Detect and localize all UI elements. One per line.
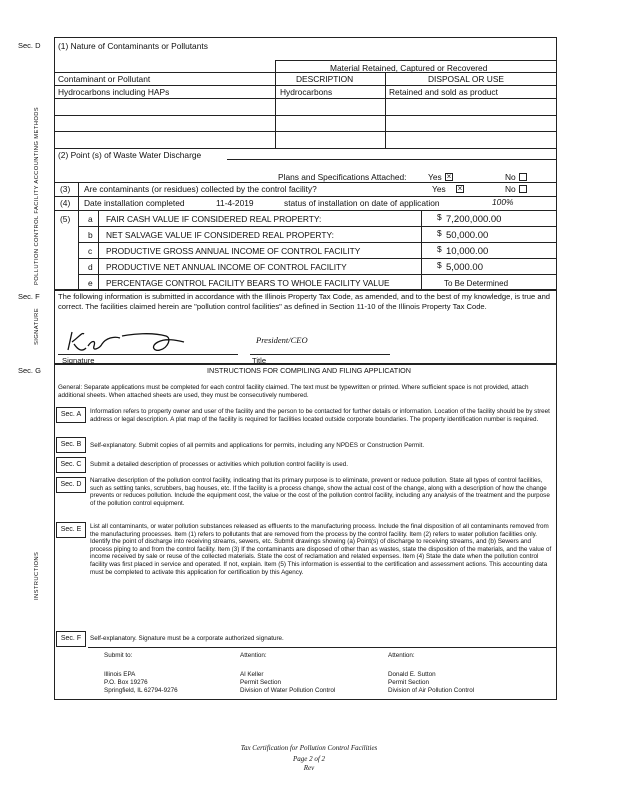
sec-b-text: Self-explanatory. Submit copies of all permits and applications for permits, including any NPDES or Construction Permit.: [90, 442, 425, 449]
value-e-label: PERCENTAGE CONTROL FACILITY BEARS TO WHOLE FACILITY VALUE: [106, 278, 390, 288]
value-b-label: NET SALVAGE VALUE IF CONSIDERED REAL PROPERTY:: [106, 230, 334, 240]
q3-num: (3): [60, 184, 71, 194]
value-b-amount: 50,000.00: [446, 230, 489, 241]
attn1-line-1: Al Keller: [240, 671, 264, 678]
value-c-label: PRODUCTIVE GROSS ANNUAL INCOME OF CONTROL FACILITY: [106, 246, 361, 256]
q3-no-label: No: [505, 184, 516, 194]
q4-date: 11-4-2019: [216, 198, 254, 208]
item1-title: (1) Nature of Contaminants or Pollutants: [58, 41, 208, 51]
attn2-line-2: Permit Section: [388, 679, 429, 686]
address-line-1: Illinois EPA: [104, 671, 136, 678]
divider: [78, 242, 557, 243]
q3-text: Are contaminants (or residues) collected by the control facility?: [84, 184, 317, 194]
sec-g-general: General: Separate applications must be completed for each control facility claimed. The text must be typewritten or printed. Where sufficient space is not provided, attach additional sheets. When attached sheets are used, they must be consecutively numbered.: [58, 384, 529, 399]
divider: [54, 148, 557, 149]
sec-e-text: List all contaminants, or water pollution substances released as effluents to the manufacturing process. Include the final disposition of all contaminants removed from the manufacturing processes. Item (1) refers to pollutants that are removed from the process by the control facility. Item (2) refers to water pollution facilities only. Identify the point of discharge into receiving streams, sewers, etc. Submit drawings showing (a) Point(s) of discharge to receiving streams, and (b) Sewers and process piping to and from the control facility. Item (3) If the contaminants are disposed of other than as wastes, state the disposition of the materials, and the value of income received by sale or reuse of the collected materials. State the cost of reclamation and related expenses. Item (4) State the date when the pollution control facility was first placed in service and operated. If not, explain. Item (5) This information is essential to the certification and assessment actions. This accounting data must be completed to activate this application for certification by this Agency.: [90, 523, 552, 576]
sec-b-tag: Sec. B: [56, 437, 86, 453]
footer-rev: Rev: [303, 764, 315, 772]
attn1-line-3: Division of Water Pollution Control: [240, 687, 336, 694]
material-header: Material Retained, Captured or Recovered: [330, 63, 488, 73]
q4-num: (4): [60, 198, 71, 208]
dollar-sign: $: [437, 260, 442, 270]
col-disposal: DISPOSAL OR USE: [428, 74, 505, 84]
value-d-letter: d: [88, 262, 93, 272]
divider: [385, 72, 386, 148]
sec-f-instr-text: Self-explanatory. Signature must be a corporate authorized signature.: [90, 635, 284, 642]
divider: [78, 226, 557, 227]
row1-description: Hydrocarbons: [280, 87, 333, 97]
q4-status: status of installation on date of application: [284, 198, 440, 208]
divider: [54, 85, 557, 86]
attn2-line-1: Donald E. Sutton: [388, 671, 436, 678]
attn1-line-2: Permit Section: [240, 679, 281, 686]
signature-label: Signature: [62, 356, 95, 365]
plans-yes-label: Yes: [428, 172, 442, 182]
q5-num: (5): [60, 214, 71, 224]
sec-g-heading: INSTRUCTIONS FOR COMPILING AND FILING APPLICATION: [207, 366, 411, 375]
sec-c-text: Submit a detailed description of processes or activities which pollution control facility is used.: [90, 461, 348, 468]
divider: [54, 210, 557, 211]
divider: [54, 182, 557, 183]
attention2-label: Attention:: [388, 652, 415, 659]
value-d-amount: 5,000.00: [446, 262, 483, 273]
title-line: [250, 354, 390, 355]
divider: [54, 115, 557, 116]
divider: [78, 274, 557, 275]
value-e-amount: To Be Determined: [444, 279, 509, 288]
divider: [78, 258, 557, 259]
value-c-amount: 10,000.00: [446, 246, 489, 257]
signature-line: [58, 354, 238, 355]
value-a-amount: 7,200,000.00: [446, 214, 502, 225]
value-e-letter: e: [88, 278, 93, 288]
address-line-3: Springfield, IL 62794-9276: [104, 687, 178, 694]
value-a-letter: a: [88, 214, 93, 224]
sec-d-tag: Sec. D: [56, 477, 86, 493]
plans-no-label: No: [505, 172, 516, 182]
signature-image: [62, 328, 192, 356]
sec-d-label: Sec. D: [18, 41, 41, 50]
dollar-sign: $: [437, 244, 442, 254]
divider: [88, 647, 557, 648]
attention1-label: Attention:: [240, 652, 267, 659]
sec-c-tag: Sec. C: [56, 457, 86, 473]
divider: [54, 72, 557, 73]
value-c-letter: c: [88, 246, 93, 256]
sec-a-tag: Sec. A: [56, 407, 86, 423]
sec-e-tag: Sec. E: [56, 522, 86, 538]
dollar-sign: $: [437, 212, 442, 222]
plans-label: Plans and Specifications Attached:: [278, 172, 407, 182]
footer-page: Page 2 of 2: [292, 755, 326, 763]
q3-no-checkbox[interactable]: [519, 185, 527, 193]
q3-yes-checkbox[interactable]: ×: [457, 184, 463, 193]
sec-g-side-label: INSTRUCTIONS: [34, 551, 40, 600]
divider: [275, 60, 276, 148]
attn2-line-3: Division of Air Pollution Control: [388, 687, 475, 694]
plans-yes-checkbox[interactable]: ×: [446, 172, 452, 181]
q3-yes-label: Yes: [432, 184, 446, 194]
item2-title: (2) Point (s) of Waste Water Discharge: [58, 150, 202, 160]
col-description: DESCRIPTION: [296, 74, 354, 84]
q4-pct: 100%: [492, 197, 514, 207]
divider: [421, 210, 422, 290]
divider: [54, 131, 557, 132]
title-value: President/CEO: [256, 335, 308, 345]
sec-d-side-label: POLLUTION CONTROL FACILITY ACCOUNTING METHODS: [34, 106, 40, 285]
sec-f-text: The following information is submitted in accordance with the Illinois Property Tax Code, as amended, and to the best of my knowledge, is true and correct. The facilities claimed herein are "pollution control facilities" as defined in Section 11-10 of the Illinois Property Tax Code.: [58, 292, 551, 311]
dollar-sign: $: [437, 228, 442, 238]
submit-to-label: Submit to:: [104, 652, 133, 659]
sec-f-label: Sec. F: [18, 292, 40, 301]
value-d-label: PRODUCTIVE NET ANNUAL INCOME OF CONTROL FACILITY: [106, 262, 347, 272]
divider: [275, 60, 557, 61]
discharge-line: [227, 159, 557, 160]
sec-f-tag: Sec. F: [56, 631, 86, 647]
row1-disposal: Retained and sold as product: [389, 87, 498, 97]
plans-no-checkbox[interactable]: [519, 173, 527, 181]
divider: [54, 196, 557, 197]
address-line-2: P.O. Box 19276: [104, 679, 148, 686]
footer-title: Tax Certification for Pollution Control Facilities: [240, 744, 378, 752]
sec-g-label: Sec. G: [18, 366, 41, 375]
divider: [54, 98, 557, 99]
title-label: Title: [252, 356, 267, 365]
sec-a-text: Information refers to property owner and user of the facility and the person to be contacted for further details or information. Location of the facility should be by street address or legal description. A plat map of the facility is required for facilities located outside corporate boundaries. The property identification number is required.: [90, 408, 550, 423]
col-contaminant: Contaminant or Pollutant: [58, 74, 151, 84]
sec-d-text: Narrative description of the pollution control facility, indicating that its primary purpose is to eliminate, prevent or reduce pollution. State all types of control facilities, such as settling tanks, scrubbers, bag houses, etc. If the facility is a process change, show the actual cost of the change, along with a description of how the change prevents or reduces pollution. Include the equipment cost, the value or the cost of the pollution control facility, including any analysis of the treatment and the purpose of the pollution control equipment.: [90, 477, 550, 507]
value-b-letter: b: [88, 230, 93, 240]
q4-text: Date installation completed: [84, 198, 185, 208]
row1-contaminant: Hydrocarbons including HAPs: [58, 87, 170, 97]
value-a-label: FAIR CASH VALUE IF CONSIDERED REAL PROPERTY:: [106, 214, 322, 224]
divider: [98, 210, 99, 290]
sec-f-side-label: SIGNATURE: [34, 308, 40, 345]
